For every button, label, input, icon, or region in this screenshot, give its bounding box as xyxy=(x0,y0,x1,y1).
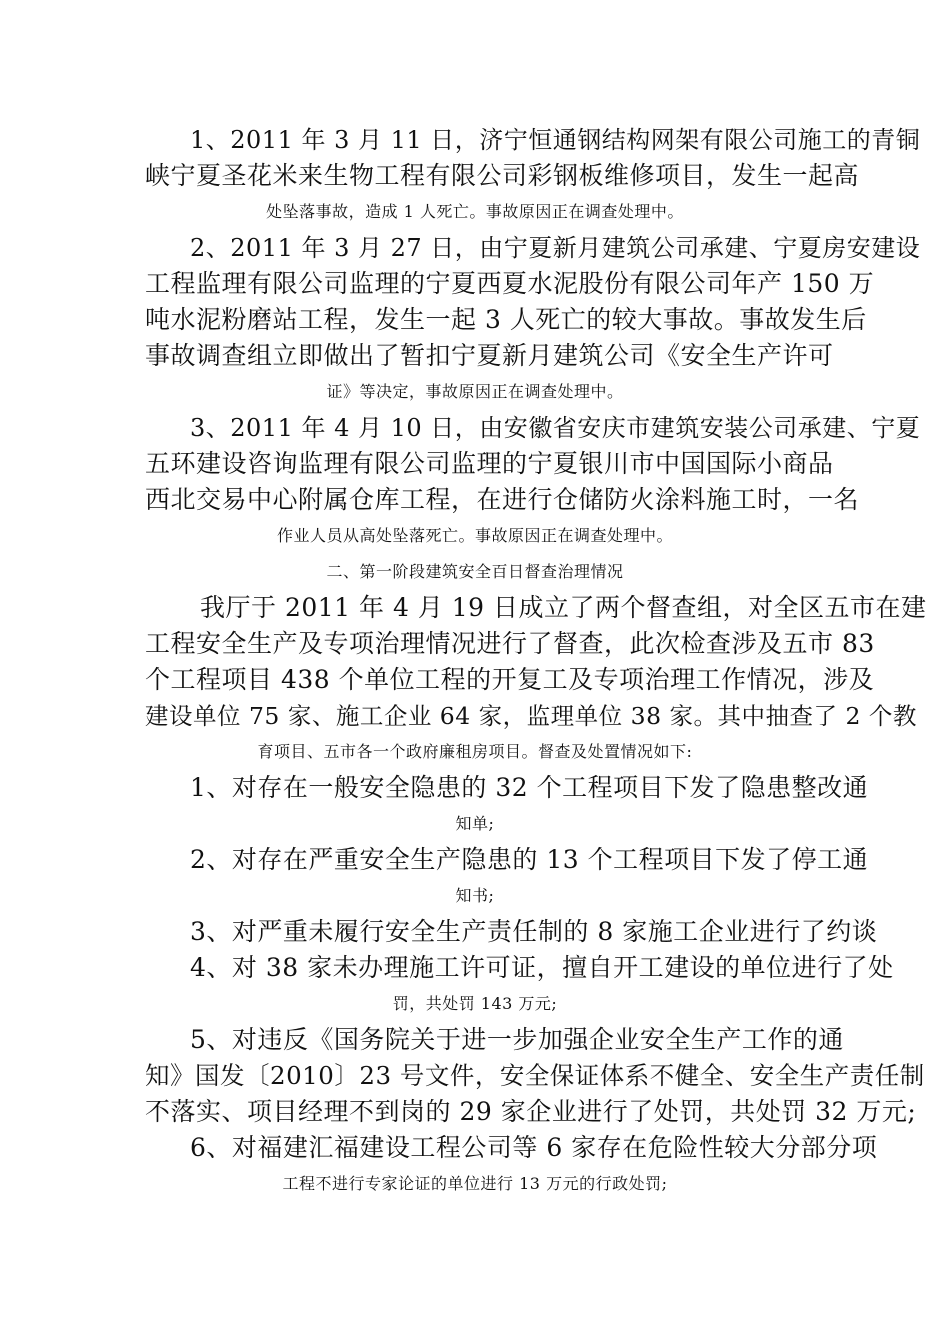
paragraph-line: 建设单位 75 家、施工企业 64 家，监理单位 38 家。其中抽查了 2 个教 xyxy=(145,702,917,730)
paragraph-line: 证》等决定，事故原因正在调查处理中。 xyxy=(326,382,624,401)
paragraph-line: 工程安全生产及专项治理情况进行了督查，此次检查涉及五市 83 xyxy=(145,629,875,658)
list-item-line: 3、对严重未履行安全生产责任制的 8 家施工企业进行了约谈 xyxy=(190,917,878,946)
list-item-line: 知单; xyxy=(455,814,495,833)
paragraph-line: 作业人员从高处坠落死亡。事故原因正在调查处理中。 xyxy=(276,526,673,545)
list-item-line: 工程不进行专家论证的单位进行 13 万元的行政处罚; xyxy=(282,1174,668,1193)
list-item-line: 1、对存在一般安全隐患的 32 个工程项目下发了隐患整改通 xyxy=(190,773,869,802)
list-item-line: 不落实、项目经理不到岗的 29 家企业进行了处罚，共处罚 32 万元; xyxy=(145,1097,917,1126)
paragraph-line: 五环建设咨询监理有限公司监理的宁夏银川市中国国际小商品 xyxy=(145,449,834,478)
list-item-line: 罚，共处罚 143 万元; xyxy=(392,994,558,1013)
paragraph-line: 工程监理有限公司监理的宁夏西夏水泥股份有限公司年产 150 万 xyxy=(145,269,875,298)
list-item-line: 知》国发〔2010〕23 号文件，安全保证体系不健全、安全生产责任制 xyxy=(145,1061,925,1090)
paragraph-line: 西北交易中心附属仓库工程，在进行仓储防火涂料施工时，一名 xyxy=(145,485,860,514)
list-item-line: 6、对福建汇福建设工程公司等 6 家存在危险性较大分部分项 xyxy=(190,1133,878,1162)
paragraph-line: 1、2011 年 3 月 11 日，济宁恒通钢结构网架有限公司施工的青铜 xyxy=(190,126,921,154)
paragraph-line: 个工程项目 438 个单位工程的开复工及专项治理工作情况，涉及 xyxy=(145,665,875,694)
paragraph-line: 育项目、五市各一个政府廉租房项目。督查及处置情况如下: xyxy=(257,742,693,761)
section-heading: 二、第一阶段建筑安全百日督查治理情况 xyxy=(326,562,624,581)
paragraph-line: 峡宁夏圣花米来生物工程有限公司彩钢板维修项目，发生一起高 xyxy=(145,161,860,190)
list-item-line: 5、对违反《国务院关于进一步加强企业安全生产工作的通 xyxy=(190,1025,844,1054)
list-item-line: 2、对存在严重安全生产隐患的 13 个工程项目下发了停工通 xyxy=(190,845,869,874)
paragraph-line: 处坠落事故，造成 1 人死亡。事故原因正在调查处理中。 xyxy=(266,202,684,221)
paragraph-line: 我厅于 2011 年 4 月 19 日成立了两个督查组，对全区五市在建 xyxy=(200,593,927,622)
list-item-line: 知书; xyxy=(455,886,495,905)
paragraph-line: 3、2011 年 4 月 10 日，由安徽省安庆市建筑安装公司承建、宁夏 xyxy=(190,414,921,442)
paragraph-line: 吨水泥粉磨站工程，发生一起 3 人死亡的较大事故。事故发生后 xyxy=(145,305,867,334)
paragraph-line: 2、2011 年 3 月 27 日，由宁夏新月建筑公司承建、宁夏房安建设 xyxy=(190,234,921,262)
paragraph-line: 事故调查组立即做出了暂扣宁夏新月建筑公司《安全生产许可 xyxy=(145,341,834,370)
list-item-line: 4、对 38 家未办理施工许可证，擅自开工建设的单位进行了处 xyxy=(190,953,894,982)
